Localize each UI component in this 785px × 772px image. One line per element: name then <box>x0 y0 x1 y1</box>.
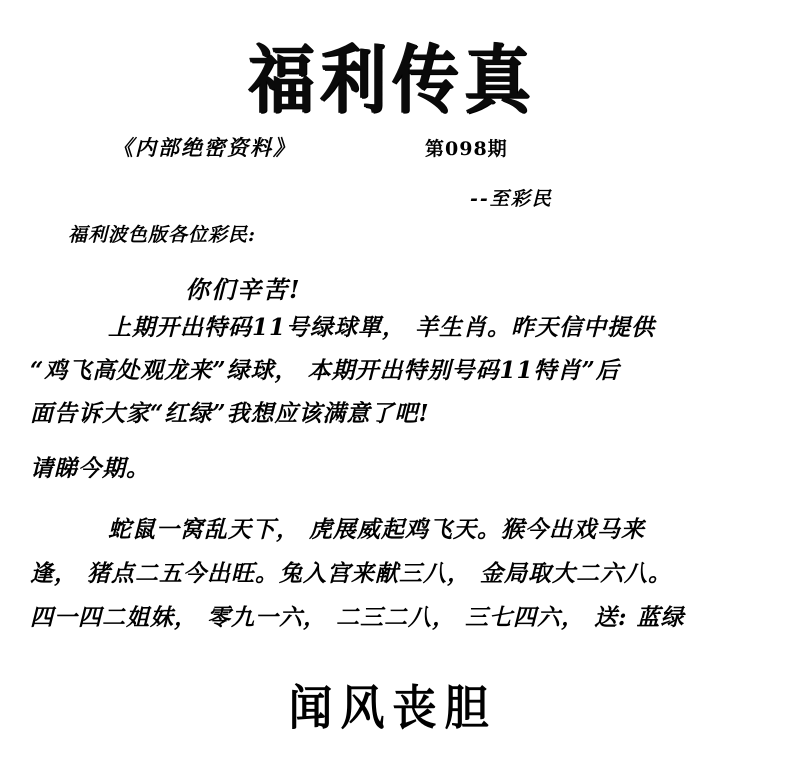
body-line: 上期开出特码11号绿球單， 羊生肖。昨天信中提供 <box>108 314 656 341</box>
verse-line: 蛇鼠一窝乱天下， 虎展威起鸡飞天。猴今出戏马来 <box>108 516 646 543</box>
document-subtitle: 《内部绝密资料》 <box>112 135 296 160</box>
request-line: 请睇今期。 <box>30 455 150 482</box>
verse-line: 四一四二姐妹， 零九一六， 二三二八， 三七四六， 送: 蓝绿 <box>30 604 685 631</box>
greeting-line: 你们辛苦! <box>185 275 302 304</box>
issue-number: 第098期 <box>425 138 508 160</box>
body-line: “鸡飞高处观龙来”绿球， 本期开出特别号码11特肖”后 <box>30 357 620 384</box>
document-title: 福利传真 <box>248 35 537 124</box>
verse-line: 逢， 猪点二五今出旺。兔入宫来献三八， 金局取大二六八。 <box>30 560 673 587</box>
footer-slogan: 闻风丧胆 <box>288 681 497 737</box>
body-paragraph <box>30 306 755 435</box>
subtitle-row <box>0 132 785 160</box>
recipient-line: --至彩民 <box>470 188 553 210</box>
salutation-line: 福利波色版各位彩民: <box>68 224 257 246</box>
verse-paragraph <box>30 508 770 640</box>
body-line: 面告诉大家“红绿”我想应该满意了吧! <box>30 400 430 427</box>
